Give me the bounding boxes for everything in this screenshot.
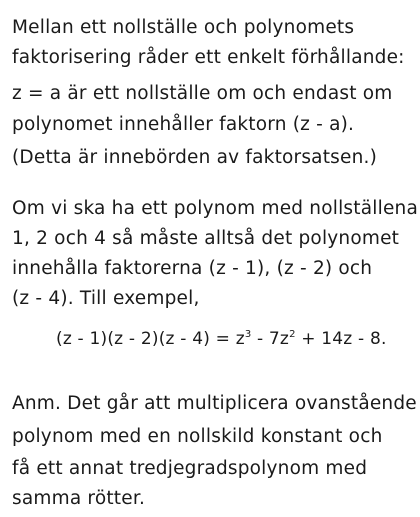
note-line: (z - 4). Till exempel,	[12, 288, 200, 309]
note-line: Mellan ett nollställe och polynomets	[12, 17, 355, 38]
equation-exponent: 2	[289, 329, 296, 340]
note-line: polynomet innehåller faktorn (z - a).	[12, 114, 355, 135]
note-line: innehålla faktorerna (z - 1), (z - 2) och	[12, 258, 373, 279]
note-line: polynom med en nollskild konstant och	[12, 426, 383, 447]
note-line: få ett annat tredjegradspolynom med	[12, 458, 368, 479]
equation-exponent: 3	[244, 329, 252, 340]
note-line: Om vi ska ha ett polynom med nollställena	[12, 198, 418, 219]
equation	[56, 328, 387, 350]
note-line: Anm. Det går att multiplicera ovanstående	[12, 393, 417, 414]
note-line: z = a är ett nollställe om och endast om	[12, 83, 393, 104]
note-line: (Detta är innebörden av faktorsatsen.)	[12, 147, 378, 168]
equation-lhs: (z - 1)(z - 2)(z - 4) = z	[56, 329, 245, 349]
note-line: samma rötter.	[12, 488, 146, 509]
equation-term: + 14z - 8.	[295, 329, 387, 349]
note-line: faktorisering råder ett enkelt förhållande:	[12, 47, 405, 68]
equation-term: - 7z	[251, 329, 290, 349]
note-line: 1, 2 och 4 så måste alltså det polynomet	[12, 228, 400, 249]
